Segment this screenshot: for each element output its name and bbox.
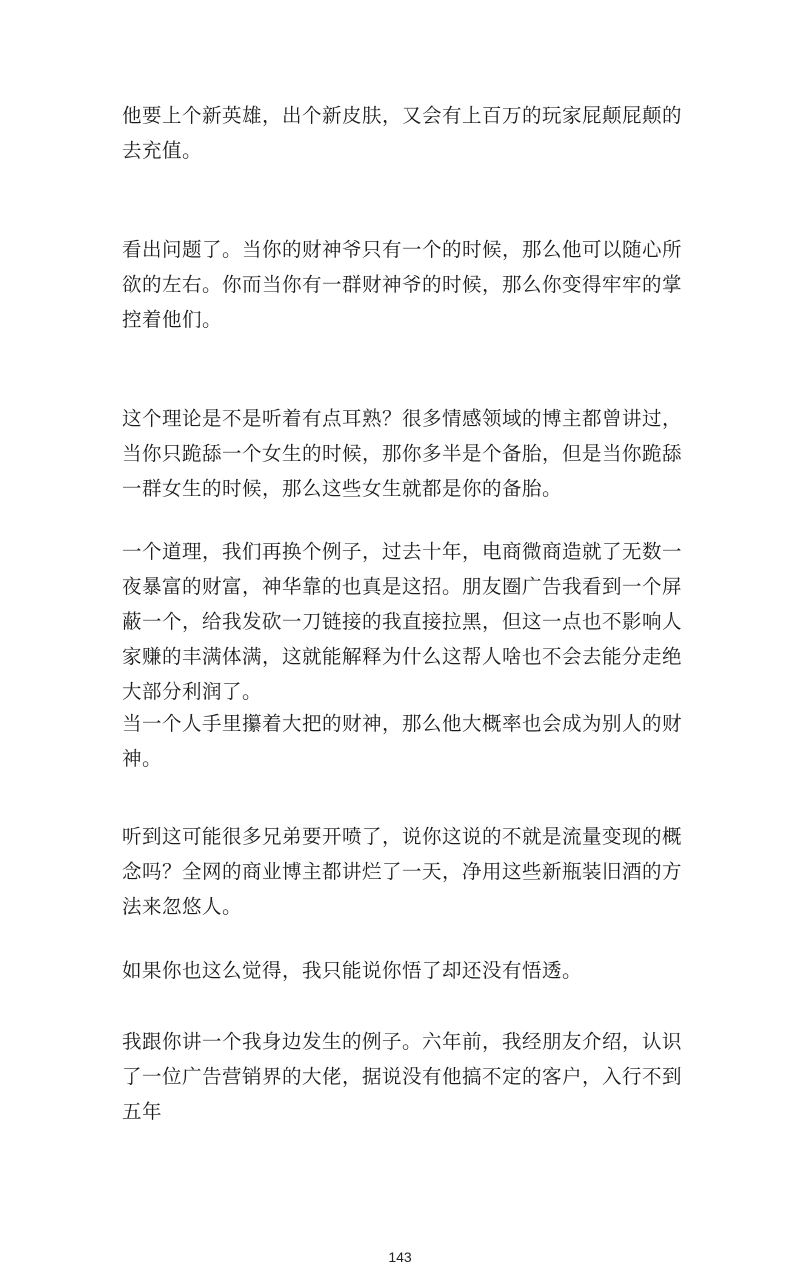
paragraph-2: 看出问题了。当你的财神爷只有一个的时候，那么他可以随心所欲的左右。你而当你有一群财神爷的时候，那么你变得牢牢的掌控着他们。 xyxy=(122,238,683,331)
paragraph-8: 我跟你讲一个我身边发生的例子。六年前，我经朋友介绍，认识了一位广告营销界的大佬，据说没有他搞不定的客户，入行不到五年 xyxy=(122,1030,683,1123)
page-number: 143 xyxy=(388,1249,412,1265)
paragraph-6: 听到这可能很多兄弟要开喷了，说你这说的不就是流量变现的概念吗？全网的商业博主都讲烂了一天，净用这些新瓶装旧酒的方法来忽悠人。 xyxy=(122,825,683,918)
paragraph-1: 他要上个新英雄，出个新皮肤，又会有上百万的玩家屁颠屁颠的去充值。 xyxy=(122,104,683,162)
paragraph-7: 如果你也这么觉得，我只能说你悟了却还没有悟透。 xyxy=(122,959,583,982)
paragraph-3: 这个理论是不是听着有点耳熟？很多情感领域的博主都曾讲过，当你只跪舔一个女生的时候，那你多半是个备胎，但是当你跪舔一群女生的时候，那么这些女生就都是你的备胎。 xyxy=(122,407,683,500)
paragraph-5: 当一个人手里攥着大把的财神，那么他大概率也会成为别人的财神。 xyxy=(122,712,683,770)
paragraph-4: 一个道理，我们再换个例子，过去十年，电商微商造就了无数一夜暴富的财富，神华靠的也真是这招。朋友圈广告我看到一个屏蔽一个，给我发砍一刀链接的我直接拉黑，但这一点也不影响人家赚的丰满体满，这就能解释为什么这帮人啥也不会去能分走绝大部分利润了。 xyxy=(122,540,683,703)
